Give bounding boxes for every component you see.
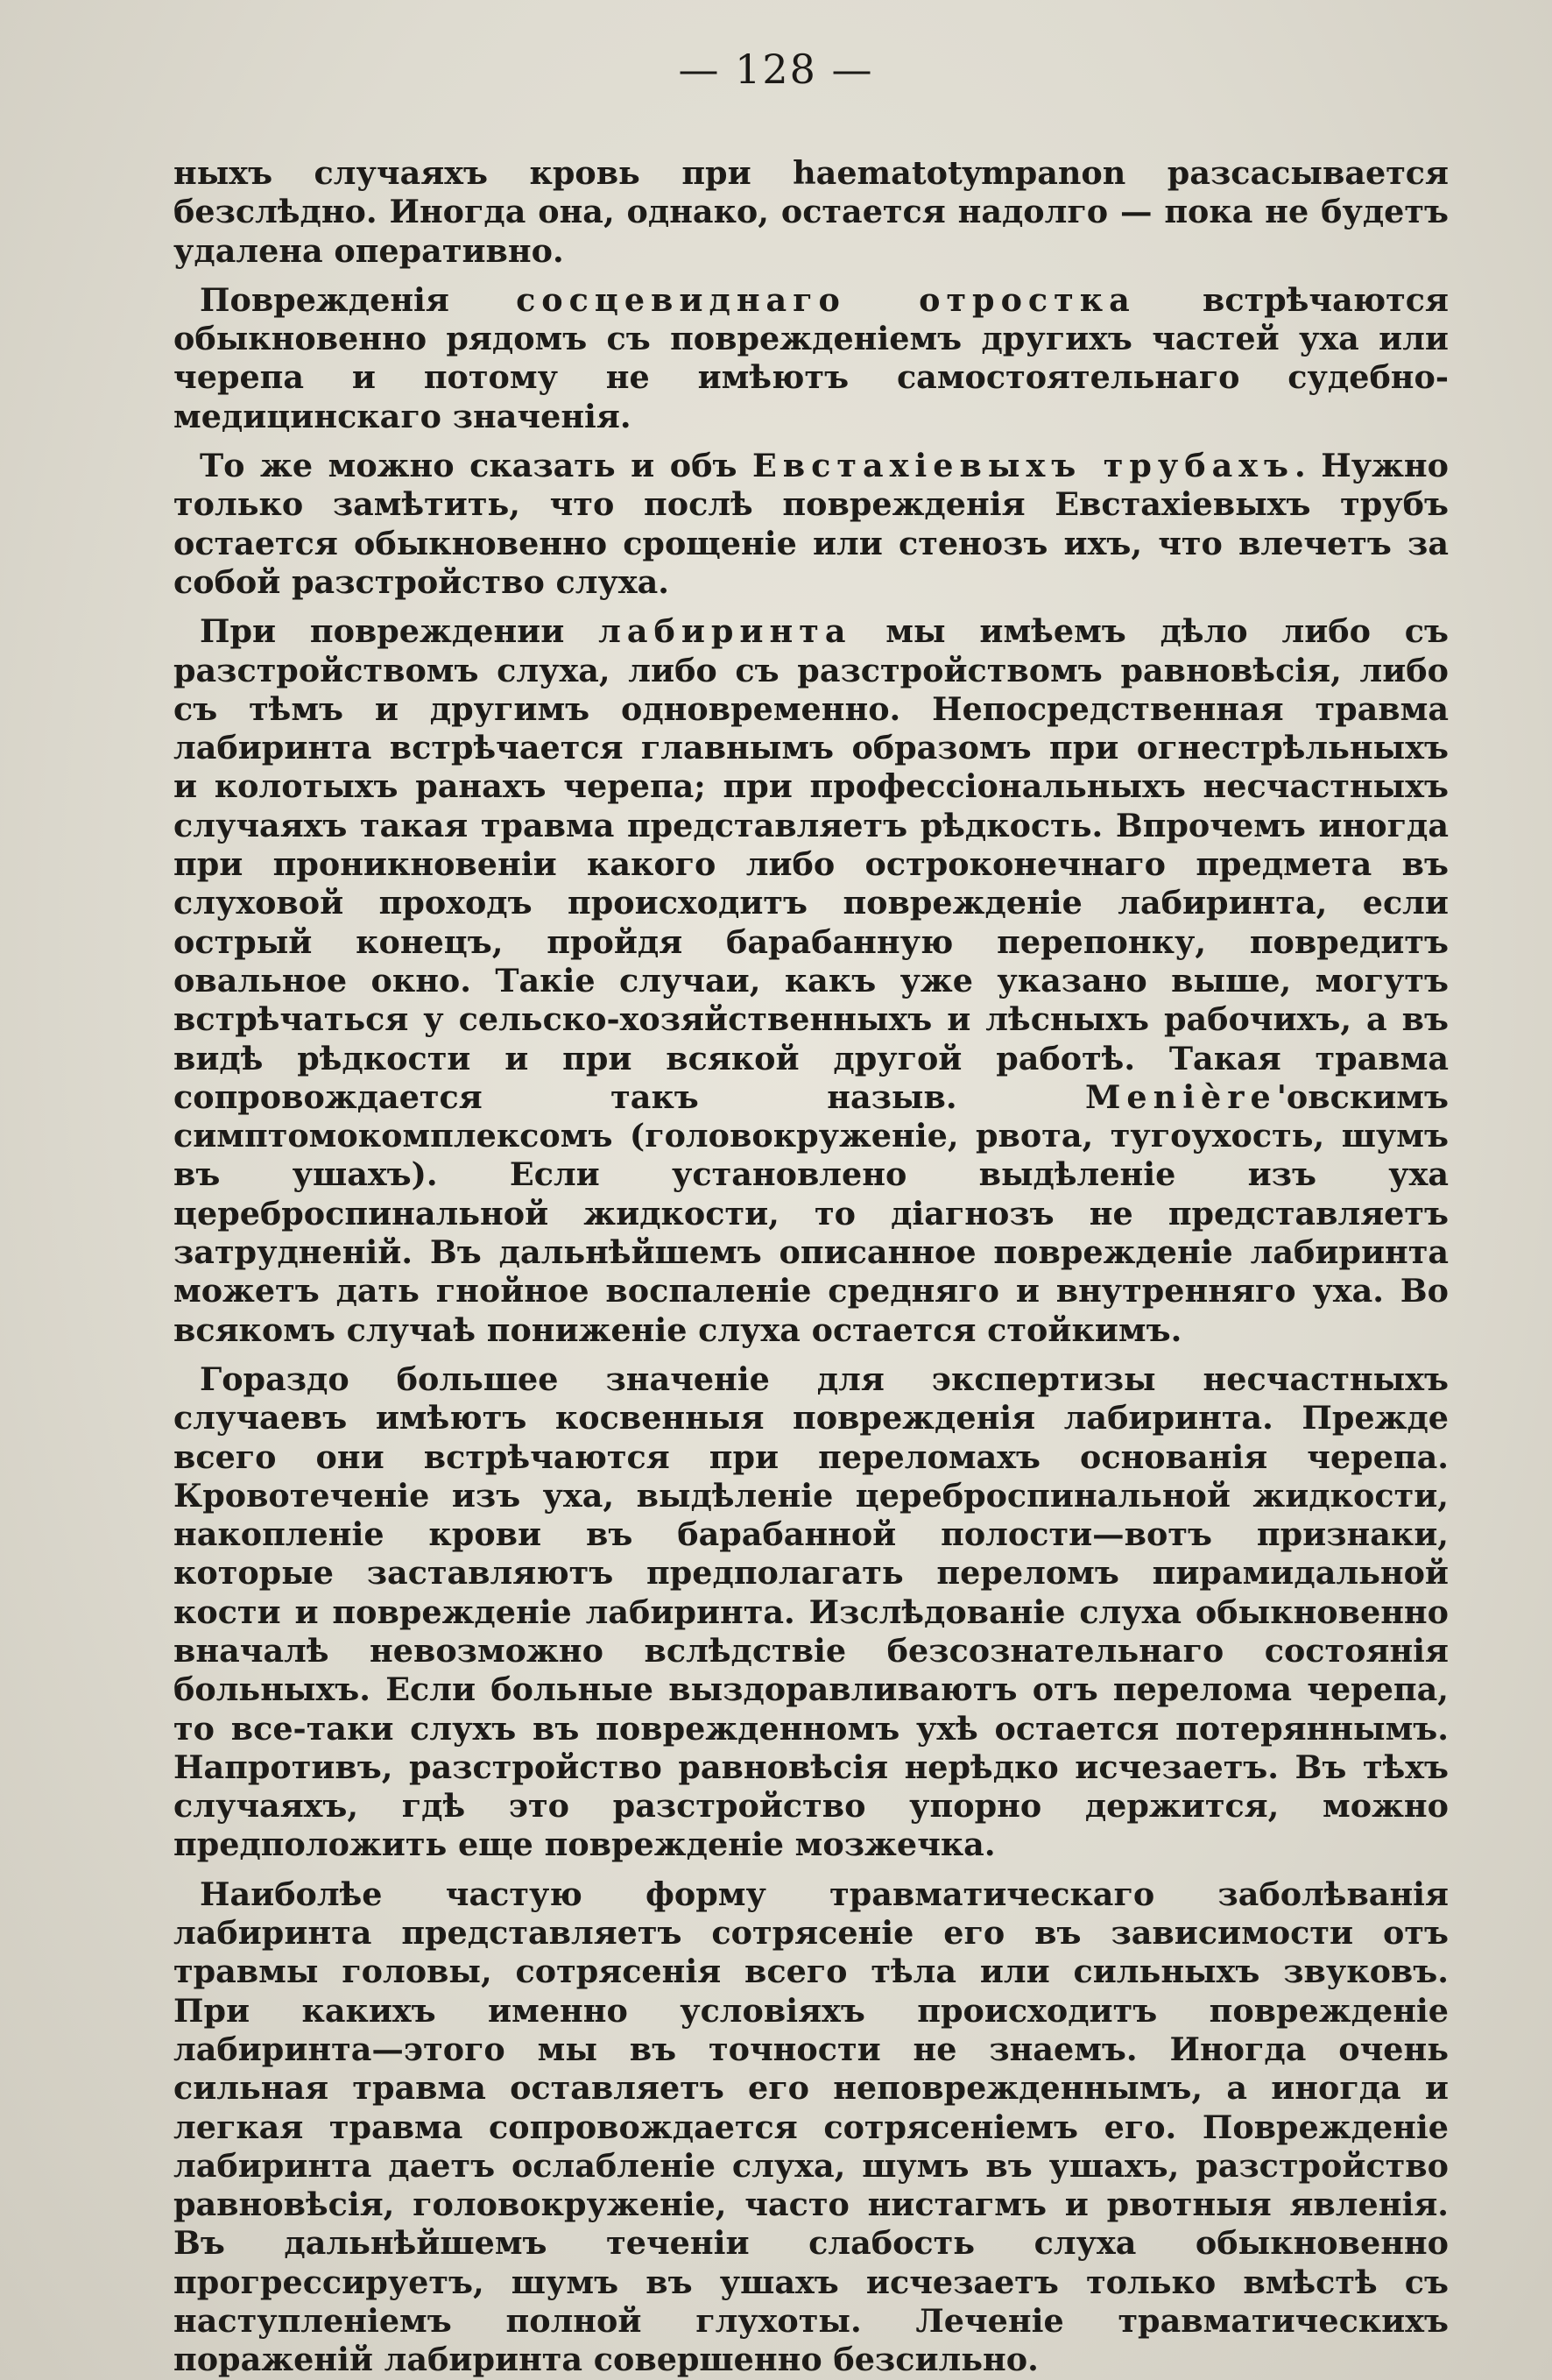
spaced-emphasis: Евстахіевыхъ трубахъ: [751, 447, 1295, 485]
body-text: [173, 154, 1449, 2380]
text-run: Гораздо большее значеніе для экспертизы несчастныхъ случаевъ имѣютъ косвенныя поврежденія лабиринта. Прежде всего они встрѣчаются при переломахъ основанія черепа. Кровотеченіе изъ уха, выдѣленіе цереброспинальной жидкости, накопленіе крови въ барабанной полости—вотъ признаки, которые заставляютъ предполагать переломъ пирамидальной кости и поврежденіе лабиринта. Изслѣдованіе слуха обыкновенно вначалѣ невозможно вслѣдствіе безсознательнаго состоянія больныхъ. Если больные выздоравливаютъ отъ перелома черепа, то все-таки слухъ въ поврежденномъ ухѣ остается потеряннымъ. Напротивъ, разстройство равновѣсія нерѣдко исчезаетъ. Въ тѣхъ случаяхъ, гдѣ это разстройство упорно держится, можно предположить еще поврежденіе мозжечка.: [173, 1359, 1449, 1864]
text-run: Поврежденія: [200, 280, 517, 319]
paragraph: [173, 447, 1449, 602]
spaced-emphasis: Menière: [1085, 1077, 1277, 1116]
spaced-emphasis: сосцевиднаго отростка: [516, 280, 1136, 319]
spaced-emphasis: лабиринта: [598, 612, 852, 651]
paragraph: [173, 281, 1449, 436]
text-run: То же можно сказать и объ: [200, 447, 752, 485]
paragraph: [173, 1875, 1449, 2380]
paragraph: [173, 154, 1449, 271]
page-number: — 128 —: [678, 46, 874, 93]
text-run: Наиболѣе частую форму травматическаго заболѣванія лабиринта представляетъ сотрясеніе его въ зависимости отъ травмы головы, сотрясенія всего тѣла или сильныхъ звуковъ. При какихъ именно условіяхъ происходитъ поврежденіе лабиринта—этого мы въ точности не знаемъ. Иногда очень сильная травма оставляетъ его неповрежденнымъ, а иногда и легкая травма сопровождается сотрясеніемъ его. Поврежденіе лабиринта даетъ ослабленіе слуха, шумъ въ ушахъ, разстройство равновѣсія, головокруженіе, часто нистагмъ и рвотныя явленія. Въ дальнѣйшемъ теченіи слабость слуха обыкновенно прогрессируетъ, шумъ въ ушахъ исчезаетъ только вмѣстѣ съ наступленіемъ полной глухоты. Леченіе травматическихъ пораженій лабиринта совершенно безсильно.: [173, 1875, 1449, 2379]
text-run: . Нужно только замѣтить, что послѣ поврежденія Евстахіевыхъ трубъ остается обыкновенно срощеніе или стенозъ ихъ, что влечетъ за собой разстройство слуха.: [173, 447, 1449, 601]
text-run: 'овскимъ симптомокомплексомъ (головокруженіе, рвота, тугоухость, шумъ въ ушахъ). Если установлено выдѣленіе изъ уха цереброспинальной жидкости, то діагнозъ не представляетъ затрудненій. Въ дальнѣйшемъ описанное поврежденіе лабиринта можетъ дать гнойное воспаленіе средняго и внутренняго уха. Во всякомъ случаѣ пониженіе слуха остается стойкимъ.: [173, 1077, 1449, 1349]
text-run: мы имѣемъ дѣло либо съ разстройствомъ слуха, либо съ разстройствомъ равновѣсія, либо съ тѣмъ и другимъ одновременно. Непосредственная травма лабиринта встрѣчается главнымъ образомъ при огнестрѣльныхъ и колотыхъ ранахъ черепа; при профессіональныхъ несчастныхъ случаяхъ такая травма представляетъ рѣдкость. Впрочемъ иногда при проникновеніи какого либо остроконечнаго предмета въ слуховой проходъ происходитъ поврежденіе лабиринта, если острый конецъ, пройдя барабанную перепонку, повредитъ овальное окно. Такіе случаи, какъ уже указано выше, могутъ встрѣчаться у сельско-хозяйственныхъ и лѣсныхъ рабочихъ, а въ видѣ рѣдкости и при всякой другой работѣ. Такая травма сопровождается такъ назыв.: [173, 612, 1449, 1116]
paragraph: [173, 612, 1449, 1350]
paragraph: [173, 1360, 1449, 1865]
text-run: При повреждении: [200, 612, 599, 651]
text-run: встрѣчаются обыкновенно рядомъ съ поврежденіемъ другихъ частей уха или черепа и потому не имѣютъ самостоятельнаго судебно-медицинскаго значенія.: [173, 280, 1449, 435]
text-run: ныхъ случаяхъ кровь при haematotympanon разсасывается безслѣдно. Иногда она, однако, остается надолго — пока не будетъ удалена оперативно.: [173, 154, 1449, 270]
